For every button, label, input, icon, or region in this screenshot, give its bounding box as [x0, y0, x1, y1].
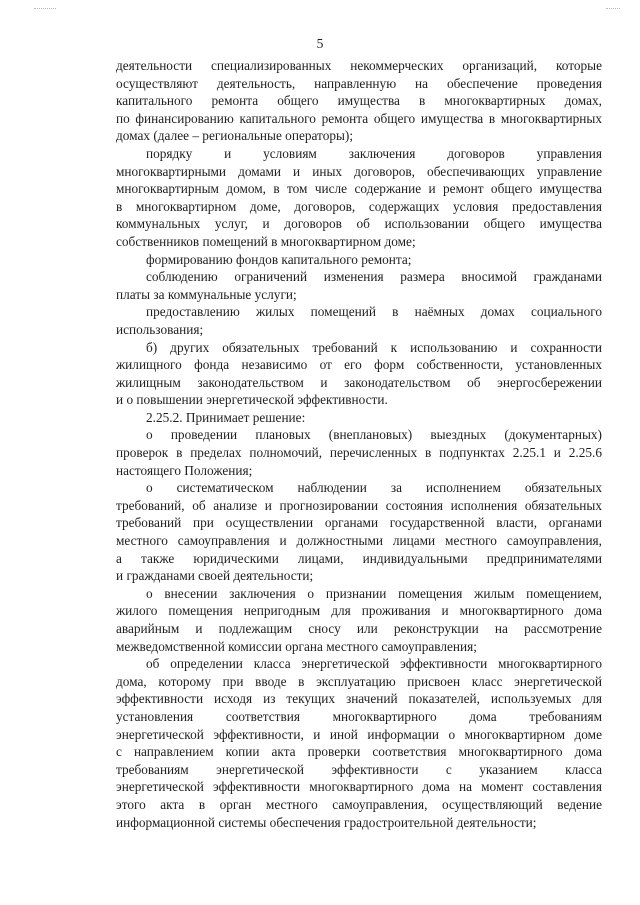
- page-number: 5: [316, 36, 324, 51]
- text-line: о систематическом наблюдении за исполнением обязательных: [146, 480, 602, 496]
- paragraph: [116, 251, 602, 269]
- text-line: жилищного фонда независимо от его форм собственности, установленных: [116, 357, 602, 373]
- paragraph: [116, 303, 602, 338]
- text-line: в многоквартирном доме, договоров, содержащих условия предоставления: [116, 198, 602, 214]
- scan-artifact: [34, 8, 56, 10]
- text-line: дома, которому при вводе в эксплуатацию присвоен класс энергетической: [116, 673, 602, 689]
- text-line: жилищным законодательством и законодательством об энергосбережении: [116, 374, 602, 390]
- text-line: межведомственной комиссии органа местного самоуправления;: [116, 638, 477, 654]
- text-line: эффективности исходя из текущих значений показателей, используемых для: [116, 691, 602, 707]
- paragraph: [116, 585, 602, 655]
- paragraph: [116, 426, 602, 479]
- paragraph: [116, 479, 602, 585]
- text-line: установления соответствия многоквартирного дома требованиям: [116, 708, 602, 724]
- paragraph: [116, 57, 602, 145]
- text-line: информационной системы обеспечения градостроительной деятельности;: [116, 814, 537, 830]
- paragraph: [116, 145, 602, 251]
- text-line: капитального ремонта общего имущества в многоквартирных домах,: [116, 93, 602, 109]
- text-line: многоквартирным домом, в том числе содержание и ремонт общего имущества: [116, 181, 602, 197]
- text-line: требований при осуществлении органами государственной власти, органами: [116, 515, 602, 531]
- text-line: многоквартирными домами и иных договоров, обеспечивающих управление: [116, 163, 602, 179]
- text-line: настоящего Положения;: [116, 462, 253, 478]
- text-line: осуществляют деятельность, направленную на обеспечение проведения: [116, 75, 602, 91]
- text-line: об определении класса энергетической эффективности многоквартирного: [146, 656, 602, 672]
- text-line: деятельности специализированных некоммерческих организаций, которые: [116, 58, 602, 73]
- text-line: требований, об анализе и прогнозировании состояния исполнения обязательных: [116, 497, 602, 513]
- paragraph: [116, 339, 602, 409]
- text-line: б) других обязательных требований к использованию и сохранности: [146, 339, 602, 355]
- paragraph: [116, 268, 602, 303]
- paragraph: [116, 409, 602, 427]
- text-line: о внесении заключения о признании помещения жилым помещением,: [146, 585, 602, 601]
- text-line: а также юридическими лицами, индивидуальными предпринимателями: [116, 550, 602, 566]
- text-line: собственников помещений в многоквартирном доме;: [116, 233, 416, 249]
- text-line: и гражданами своей деятельности;: [116, 568, 314, 584]
- text-line: аварийным и подлежащим сносу или реконструкции на рассмотрение: [116, 621, 602, 636]
- text-line: домах (далее – региональные операторы);: [116, 128, 354, 144]
- text-line: с направлением копии акта проверки соответствия многоквартирного дома: [116, 744, 602, 760]
- text-line: энергетической эффективности многоквартирного дома на момент составления: [116, 779, 602, 795]
- text-line: по финансированию капитального ремонта общего имущества в многоквартирных: [116, 110, 602, 126]
- text-line: о проведении плановых (внеплановых) выездных (документарных): [146, 427, 602, 443]
- text-line: коммунальных услуг, и договоров об использовании общего имущества: [116, 216, 602, 232]
- scan-artifact: [606, 8, 620, 10]
- text-line: порядку и условиям заключения договоров управления: [146, 145, 602, 161]
- text-line: требованиям энергетической эффективности с указанием класса: [116, 761, 602, 777]
- paragraph: [116, 655, 602, 831]
- text-line: предоставлению жилых помещений в наёмных домах социального: [146, 304, 602, 320]
- text-line: жилого помещения непригодным для проживания и многоквартирного дома: [116, 603, 602, 619]
- text-line: использования;: [116, 321, 204, 337]
- text-line: и о повышении энергетической эффективности.: [116, 392, 388, 408]
- text-line: соблюдению ограничений изменения размера вносимой гражданами: [146, 269, 602, 285]
- document-body: [116, 57, 602, 831]
- text-line: проверок в пределах полномочий, перечисленных в подпунктах 2.25.1 и 2.25.6: [116, 445, 602, 461]
- text-line: местного самоуправления и должностными лицами местного самоуправления,: [116, 533, 602, 549]
- text-line: этого акта в орган местного самоуправления, осуществляющий ведение: [116, 796, 602, 812]
- text-line: энергетической эффективности, и иной информации о многоквартирном доме: [116, 726, 602, 742]
- text-line: платы за коммунальные услуги;: [116, 286, 297, 302]
- text-line: формированию фондов капитального ремонта;: [146, 251, 412, 267]
- text-line: 2.25.2. Принимает решение:: [146, 409, 306, 425]
